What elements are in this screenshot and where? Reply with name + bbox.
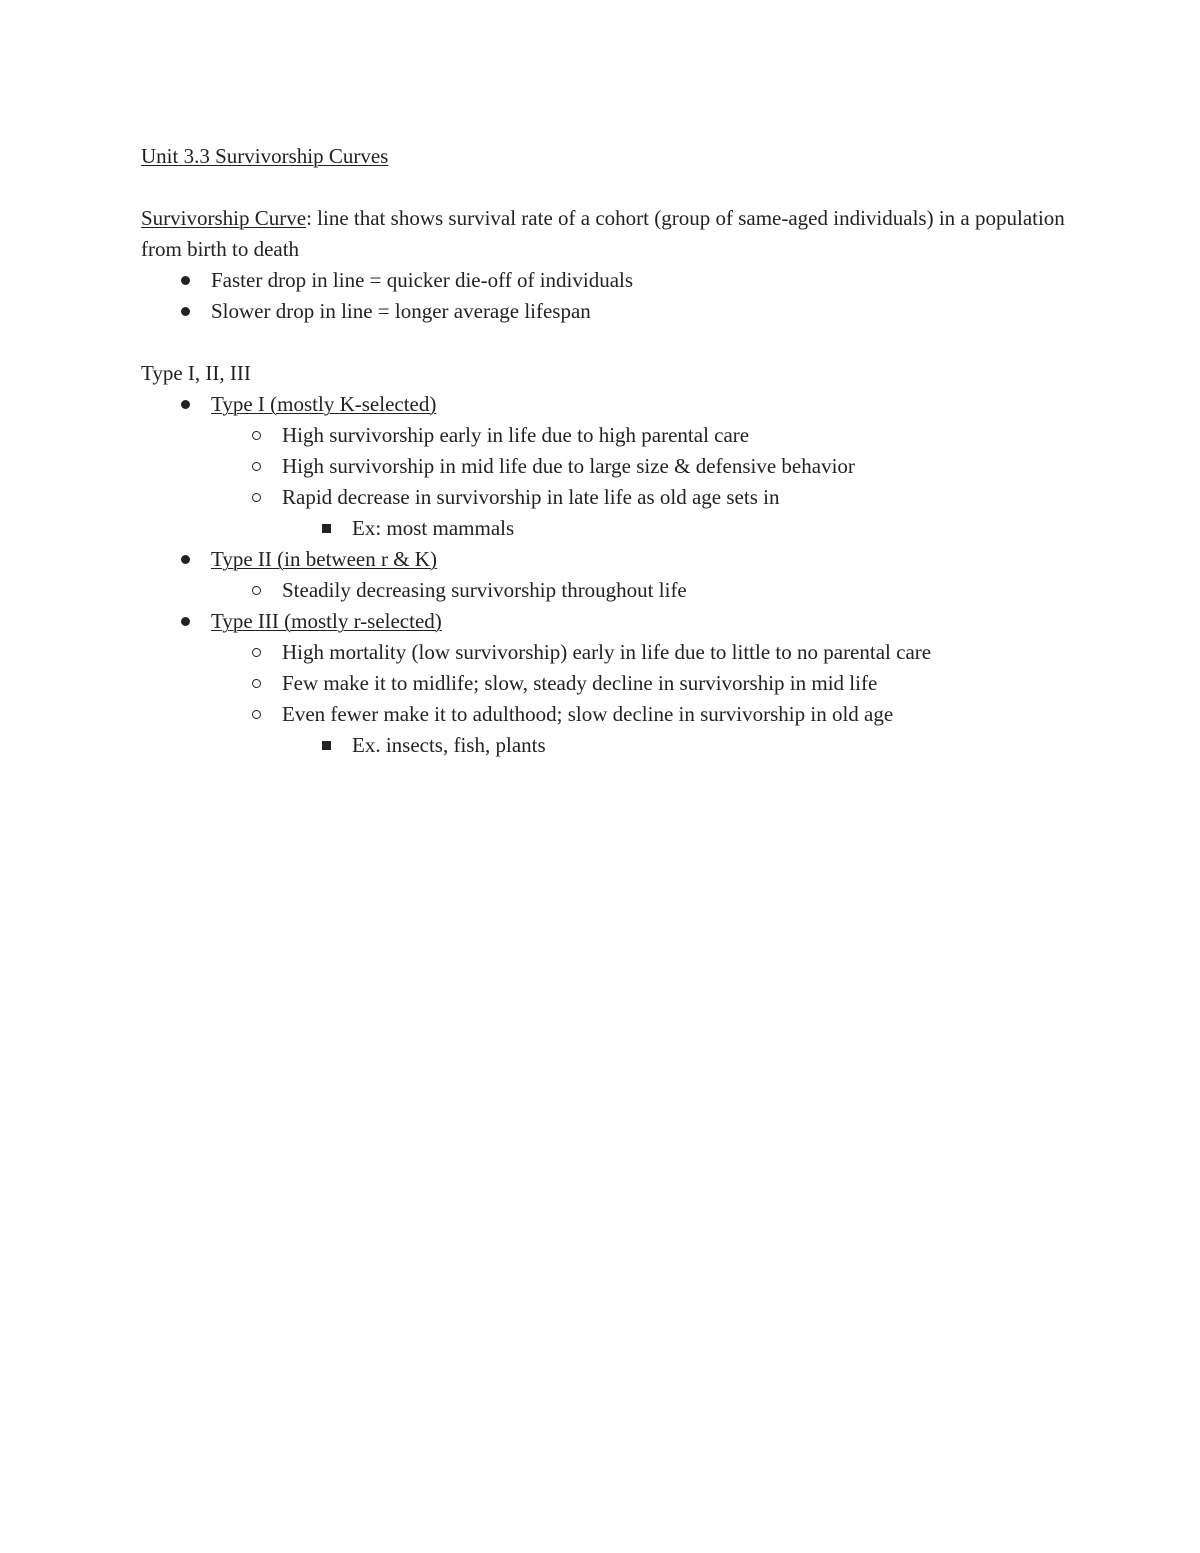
type3-example [141, 730, 1071, 761]
blank-line [141, 327, 1071, 358]
type1-point [141, 482, 1071, 513]
type2-bullet [141, 544, 1071, 575]
document-title: Unit 3.3 Survivorship Curves [141, 144, 389, 168]
definition-paragraph [141, 203, 1071, 265]
definition-bullet [141, 265, 1071, 296]
point-text: Few make it to midlife; slow, steady decline in survivorship in mid life [282, 671, 878, 695]
point-text: Steadily decreasing survivorship throughout life [282, 578, 687, 602]
bullet-circle-icon [246, 699, 266, 730]
document-title-line [141, 141, 1071, 172]
bullet-circle-icon [246, 451, 266, 482]
type3-point [141, 637, 1071, 668]
bullet-disc-icon [175, 296, 195, 327]
definition-text: : line that shows survival rate of a cohort (group of same-aged individuals) in a population from birth to death [141, 206, 1065, 261]
point-text: High survivorship early in life due to high parental care [282, 423, 750, 447]
type3-bullet [141, 606, 1071, 637]
point-text: Even fewer make it to adulthood; slow decline in survivorship in old age [282, 702, 894, 726]
bullet-disc-icon [175, 265, 195, 296]
point-text: Rapid decrease in survivorship in late life as old age sets in [282, 485, 780, 509]
bullet-disc-icon [175, 389, 195, 420]
type3-point [141, 668, 1071, 699]
types-heading [141, 358, 1071, 389]
type1-bullet [141, 389, 1071, 420]
bullet-disc-icon [175, 606, 195, 637]
type3-label: Type III (mostly r-selected) [211, 609, 442, 633]
definition-term: Survivorship Curve [141, 206, 307, 230]
bullet-text: Faster drop in line = quicker die-off of individuals [211, 268, 634, 292]
bullet-square-icon [316, 730, 336, 761]
point-text: High mortality (low survivorship) early in life due to little to no parental care [282, 640, 932, 664]
bullet-circle-icon [246, 668, 266, 699]
example-text: Ex: most mammals [352, 516, 515, 540]
types-heading-text: Type I, II, III [141, 361, 251, 385]
type3-point [141, 699, 1071, 730]
bullet-circle-icon [246, 482, 266, 513]
bullet-disc-icon [175, 544, 195, 575]
example-text: Ex. insects, fish, plants [352, 733, 546, 757]
bullet-circle-icon [246, 637, 266, 668]
type1-point [141, 451, 1071, 482]
definition-bullet [141, 296, 1071, 327]
bullet-square-icon [316, 513, 336, 544]
bullet-text: Slower drop in line = longer average lifespan [211, 299, 591, 323]
type1-point [141, 420, 1071, 451]
blank-line [141, 172, 1071, 203]
document-page [141, 141, 1071, 761]
type1-label: Type I (mostly K-selected) [211, 392, 437, 416]
bullet-circle-icon [246, 575, 266, 606]
point-text: High survivorship in mid life due to large size & defensive behavior [282, 454, 855, 478]
type2-label: Type II (in between r & K) [211, 547, 437, 571]
type1-example [141, 513, 1071, 544]
type2-point [141, 575, 1071, 606]
bullet-circle-icon [246, 420, 266, 451]
